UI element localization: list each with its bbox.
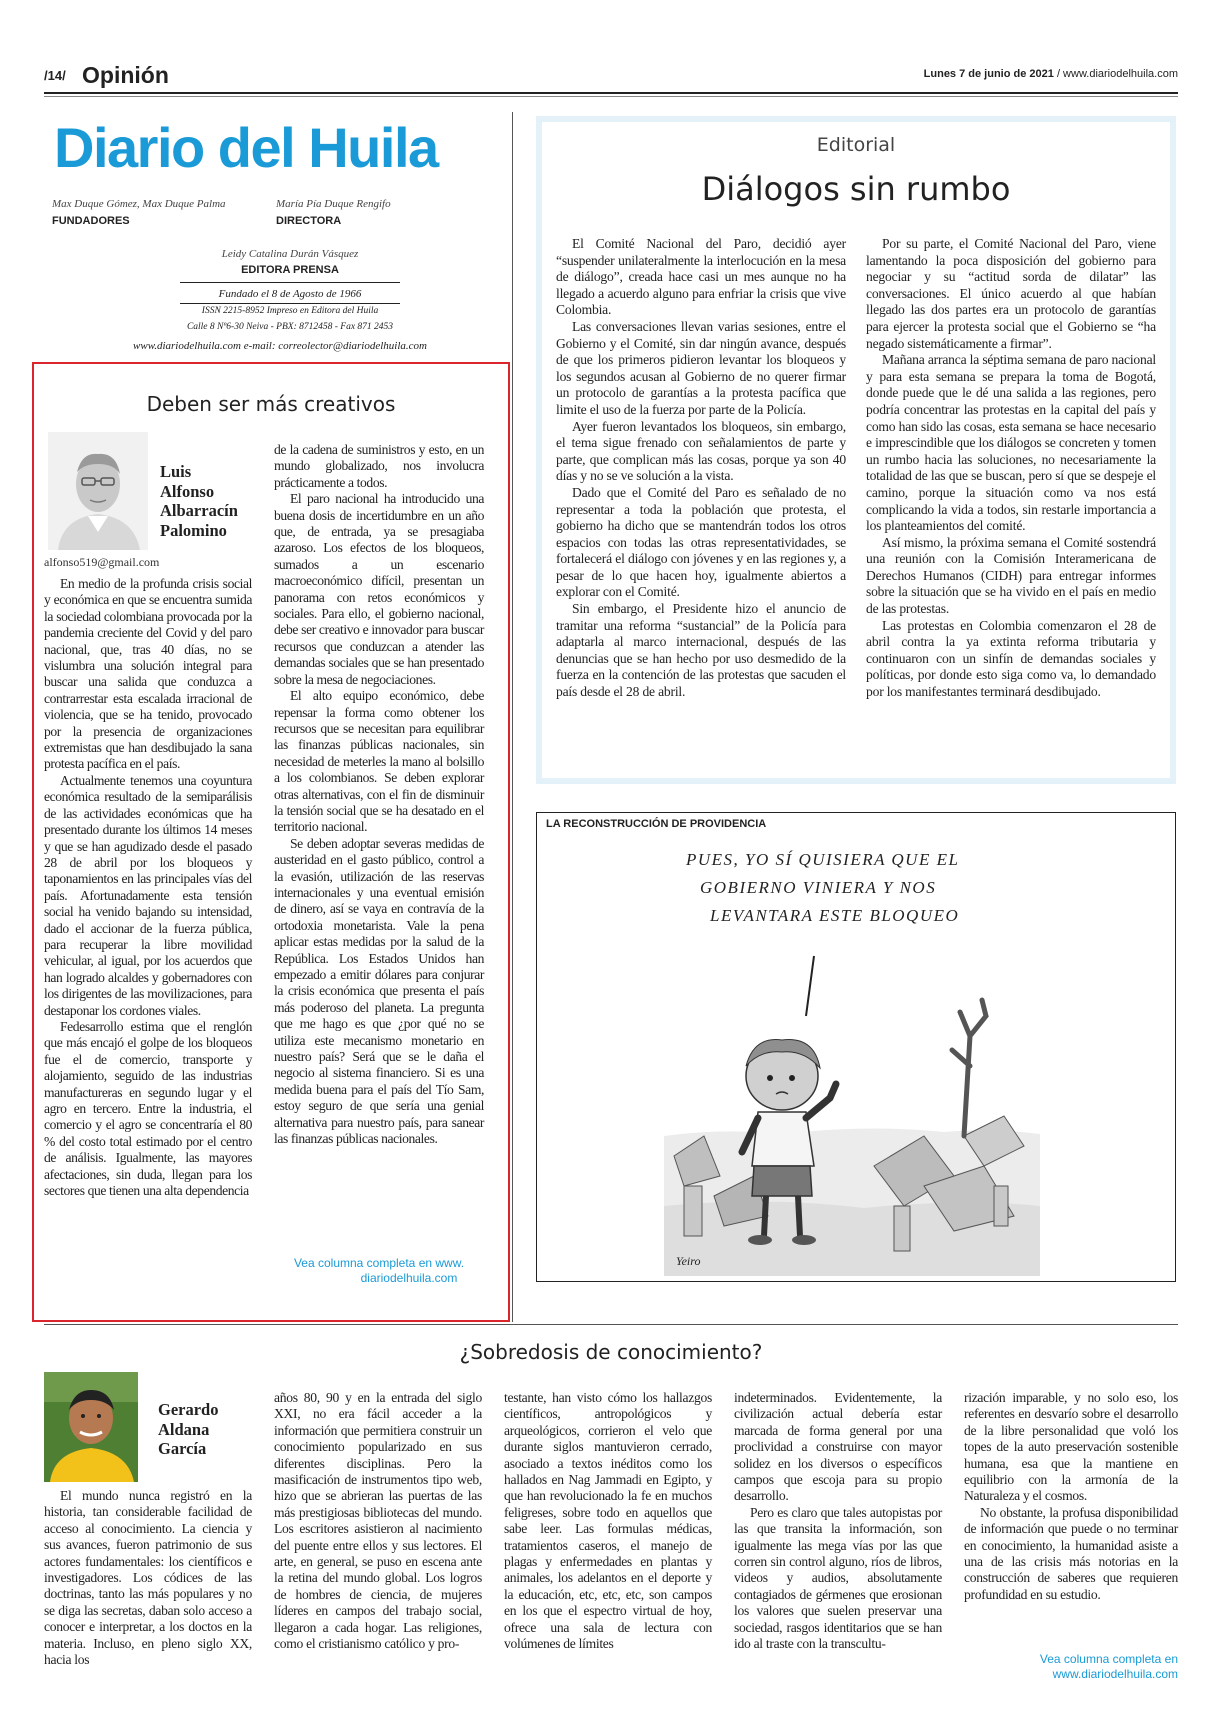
paragraph: El alto equipo económico, debe repensar la forma como obtener los recursos que se necesitan para equilibrar las finanzas públicas nacionales, sin necesidad de meterles la mano al bolsillo a los colombianos. Se deben explorar otras alternativas, con el fin de disminuir la tensión social que se ha desatado en el territorio nacional.: [274, 688, 484, 835]
column2-text-2: [274, 1390, 482, 1653]
paragraph: Sin embargo, el Presidente hizo el anuncio de tramitar una reforma “sustancial” de la Policía para adaptarla al marco internacional, después de las denuncias que se han hecho por uso desmedido de la fuerza en la contención de las protestas que sacuden el país desde el 28 de abril.: [556, 601, 846, 700]
paragraph: Las protestas en Colombia comenzaron el 28 de abril contra la ya extinta reforma tributaria y continuaron con un sinfín de demandas sociales y políticas, por donde esto siga como va, lo demandado por los manifestantes terminará desdibujado.: [866, 617, 1156, 700]
paragraph: En medio de la profunda crisis social y económica en que se encuentra sumida la sociedad colombiana provocada por la pandemia creciente del Covid y del paro nacional, que, tras 40 días, no se vislumbra una solución integral para buscar una salida que conduzca a contrarrestar esta escalada irracional de violencia, que se ha tenido, provocado por la presencia de organizaciones extremistas que han desdibujado la sana protesta pacífica en el país.: [44, 576, 252, 772]
page-number: /14/: [44, 68, 66, 83]
paragraph: Mañana arranca la séptima semana de paro nacional y para esta semana se prepara la toma de Bogotá, donde puede que le dé una salida a las regiones, pero podría concentrar las protestas en la capital del país y como han sido las cosas, esta semana se hace necesario e imprescindible que los diálogos se concreten y tomen un rumbo hacia las soluciones, no necesariamente la totalidad de las que se buscan, pero sí que se despeje el camino, porque la situación como va nos está complicando la vida a todos, sin restarle importancia a los planteamientos del comité.: [866, 352, 1156, 534]
paragraph: Así mismo, la próxima semana el Comité sostendrá una reunión con la Comisión Interamericana de Derechos Humanos (CIDH) para entregar informes sobre la situación que se ha vivido en el país en medio de las protestas.: [866, 534, 1156, 617]
author-name-line: Gerardo: [158, 1400, 219, 1419]
paragraph: Dado que el Comité del Paro es señalado de no representar a toda la población que protesta, el gobierno ha dicho que se mantendrán todos los otros espacios con todas las otras representatividades, se fortalecerá el diálogo con jóvenes y en las regiones y, a pesar de lo que hacen hoy, igualmente abiertos a explorar con el Comité.: [556, 484, 846, 600]
paragraph: Pero es claro que tales autopistas por las que transita la información, son igualmente las mega vías por las que corren sin control alguno, ríos de libros, videos y audios, absolutamente contagiados de gérmenes que erosionan los valores que suelen preservar una sociedad, rasgos identitarios que se han ido al traste con la transcultu-: [734, 1504, 942, 1652]
paragraph: años 80, 90 y en la entrada del siglo XXI, no era fácil acceder a la información que permitiera construir un conocimiento popularizado en sus diferentes disciplinas. Pero la masificación de instrumentos tipo web, hizo que se abrieran las puertas de las más prestigiosas bibliotecas del mundo. Los escritores asistieron al nacimiento del puente entre ellos y sus lectores. El arte, en general, se puso en escena ante la retina del mundo global. Los logros de hombres de ciencia, de mujeres líderes en campos del trabajo social, llegaron a cada hogar. Las religiones, como el cristianismo católico y pro-: [274, 1390, 482, 1652]
author-email: alfonso519@gmail.com: [44, 555, 160, 569]
paragraph: indeterminados. Evidentemente, la civilización actual debería estar marcada de forma general por una proclividad a construirse con mayor solidez en los diversos o específicos campos que escoja para su propio desarrollo.: [734, 1390, 942, 1504]
author-name-line: García: [158, 1439, 207, 1458]
column1-read-more-link[interactable]: [274, 1256, 484, 1286]
paragraph: Fedesarrollo estima que el renglón que más encajó el golpe de los bloqueos fue el de comercio, transporte y alojamiento, seguido de las industrias manufactureras en segundo lugar y el agro en tercero. Entre la industria, el comercio y el agro se concentraría el 80 % del costo total estimado por el centro de análisis. Igualmente, las mayores afectaciones, sin duda, llegan para los sectores que tienen una alta dependencia: [44, 1018, 252, 1199]
paragraph: Se deben adoptar severas medidas de austeridad en el gasto público, control a la evasión, utilización de las reservas internacionales y una eventual emisión de dinero, así se vaya en contravía de la ortodoxia monetarista. Vale la pena aplicar estas medidas por la salud de la República. Los Estados Unidos han empezado a emitir dólares para conjurar la crisis económica que presenta el país más poderoso del planeta. La pregunta que me hago es que ¿por qué no se utiliza este mecanismo monetario en nuestro país? Será que se le daña el negocio al sistema financiero. Si es una medida buena para el país del Tío Sam, estoy seguro de que sería una genial alternativa para nuestro país, para sanear las finanzas públicas nacionales.: [274, 835, 484, 1147]
editor-label: EDITORA PRENSA: [241, 264, 339, 276]
logo: Diario del Huila: [54, 116, 438, 179]
link-line: Vea columna completa en: [1039, 1652, 1178, 1666]
director-name: María Pía Duque Rengifo: [276, 198, 391, 210]
paragraph: El mundo nunca registró en la historia, tan considerable facilidad de acceso al conocimiento. La ciencia y sus avances, fueron patrimonio de sus actores fundamentales: los científicos e investigadores. Los códices de las doctrinas, tanto las más populares y no se diga las secretas, daban solo acceso a conocer e interpretar, a los doctos en la materia. Incluso, en pleno siglo XX, hacia los: [44, 1488, 252, 1668]
paragraph: El paro nacional ha introducido una buena dosis de incertidumbre en un año que, de entrada, ya se presagiaba azaroso. Los efectos de los bloqueos, sumados a un escenario macroeconómico difícil, presentan un panorama con retos económicos y sociales. Para ello, el gobierno nacional, debe ser creativo e innovador para buscar recursos que conduzcan a atender las demandas sociales que se han presentado sobre la mesa de negociaciones.: [274, 491, 484, 687]
editorial-kicker: Editorial: [816, 134, 896, 156]
author-name-line: Aldana: [158, 1419, 210, 1439]
column-divider: [512, 112, 513, 1322]
web-email-line: www.diariodelhuila.com e-mail: correolector@diariodelhuila.com: [133, 340, 427, 352]
founders-label: FUNDADORES: [52, 215, 130, 227]
header-site: / www.diariodelhuila.com: [1056, 68, 1178, 80]
paragraph: Actualmente tenemos una coyuntura económica resultado de la semiparálisis de las actividades económicas que ha presentado durante los últimos 14 meses y que se han agudizado desde el pasado 28 de abril por los bloqueos y taponamientos en las principales vías del país. Afortunadamente esta tensión social ha venido bajando su intensidad, dado el accionar de la fuerza pública, para recuperar la libre movilidad vehicular, al igual, por los acuerdos que han logrado alcaldes y gobernadores con los dirigentes de las movilizaciones, para destaponar los cordones viales.: [44, 772, 252, 1018]
author-name-line: Alfonso: [160, 481, 215, 501]
author-name-luis: [160, 462, 238, 540]
link-line: www.diariodelhuila.com: [1052, 1667, 1178, 1681]
author-name-gerardo: [158, 1400, 218, 1459]
header-rule-thin: [44, 96, 1178, 97]
paragraph: El Comité Nacional del Paro, decidió ayer “suspender unilateralmente la interlocución en la mesa de diálogo”, creada hace casi un mes aunque no ha llegado a acuerdo alguno para enfriar la crisis que vive Colombia.: [556, 236, 846, 318]
column1-text-right: [274, 442, 484, 1147]
header-rule: [44, 92, 1178, 94]
column2-title: ¿Sobredosis de conocimiento?: [459, 1340, 763, 1364]
editor-name: Leidy Catalina Durán Vásquez: [221, 248, 359, 260]
column2-text-1: [44, 1488, 252, 1668]
cartoon-signature: Yeiro: [676, 1254, 701, 1268]
paragraph: Por su parte, el Comité Nacional del Paro, viene lamentando la poca disposición del gobierno para negociar y su “actitud sorda de dilatar” las conversaciones. El único acuerdo al que habían llegado las dos partes era un protocolo de garantías para ejercer la protesta social que el Gobierno se “ha negado sistemáticamente a firmar”.: [866, 236, 1156, 351]
header-date: Lunes 7 de junio de 2021: [923, 68, 1054, 80]
speech-line: GOBIERNO VINIERA Y NOS: [700, 878, 937, 897]
masthead-rule-2: [180, 303, 400, 304]
paragraph: Ayer fueron levantados los bloqueos, sin embargo, el tema sigue frenado con señalamientos de parte y parte, que complican más las cosas, porque ya son 40 días y no se ve solución a la vista.: [556, 418, 846, 484]
issn-line: ISSN 2215-8952 Impreso en Editora del Huila: [201, 306, 379, 316]
founders-names: Max Duque Gómez, Max Duque Palma: [52, 198, 226, 210]
link-line: diariodelhuila.com: [360, 1271, 458, 1285]
editorial-text-right: [866, 236, 1156, 701]
paragraph: testante, han visto cómo los hallazgos científicos, antropológicos y arqueológicos, corrieron el velo que durante siglos mantuvieron cerrado, asociado a textos inéditos como los hallados en Nag Jammadi en Egipto, y que han revolucionado la fe en muchos feligreses, sobre todo en aquellos que sabe leer. Las formulas médicas, tratamientos caseros, el manejo de plagas y enfermedades en plantas y animales, los adelantos en el deporte y la educación, etc, etc, etc, son campos en los que el espectro virtual de hoy, ofrece una sala de lectura con volúmenes de límites: [504, 1390, 712, 1652]
author-photo-gerardo: [44, 1372, 138, 1482]
director-label: DIRECTORA: [276, 215, 342, 227]
address-line: Calle 8 Nº6-30 Neiva - PBX: 8712458 - Fax 871 2453: [186, 322, 394, 332]
author-name-line: Luis: [160, 462, 192, 481]
column1-title: Deben ser más creativos: [146, 392, 396, 416]
author-name-line: Palomino: [160, 520, 227, 540]
header-date-site: [760, 68, 1178, 80]
masthead-rule: [180, 282, 400, 283]
column2-text-3: [504, 1390, 712, 1653]
speech-line: PUES, YO SÍ QUISIERA QUE EL: [686, 850, 960, 869]
paragraph: de la cadena de suministros y esto, en un mundo globalizado, nos involucra prácticamente a todos.: [274, 442, 484, 490]
cartoon-speech: [686, 846, 1026, 930]
author-name-line: Albarracín: [160, 501, 238, 520]
bottom-rule: [44, 1324, 1178, 1325]
section-title: Opinión: [82, 62, 169, 88]
speech-line: LEVANTARA ESTE BLOQUEO: [710, 906, 960, 925]
author-photo-luis: [48, 432, 148, 550]
editorial-text-left: [556, 236, 846, 701]
column1-text-left: [44, 576, 252, 1199]
column2-text-5: [964, 1390, 1178, 1603]
link-line: Vea columna completa en www.: [293, 1256, 465, 1270]
paragraph: Las conversaciones llevan varias sesiones, entre el Gobierno y el Comité, sin dar ningún avance, después de que los primeros pidieron levantar los bloqueos y los segundos acusan al Gobierno de no querer firmar un protocolo de garantías a la protesta pacífica que limite el uso de la fuerza por parte de la Policía.: [556, 318, 846, 417]
paragraph: No obstante, la profusa disponibilidad de información que puede o no terminar en conocimiento, la humanidad asiste a una de las crisis más notorias en la construcción de saberes que requieren profundidad en su estudio.: [964, 1504, 1178, 1602]
column2-read-more-link[interactable]: [964, 1652, 1178, 1682]
editorial-title: Diálogos sin rumbo: [701, 170, 1011, 208]
paragraph: rización imparable, y no solo eso, los referentes en desvarío sobre el desarrollo de la libre personalidad que voló los topes de la auto preservación sostenible humana, esa que la mantiene en equilibrio con la armonía de la Naturaleza y el cosmos.: [964, 1390, 1178, 1504]
column2-text-4: [734, 1390, 942, 1653]
cartoon-title: LA RECONSTRUCCIÓN DE PROVIDENCIA: [546, 818, 767, 830]
founded-date: Fundado el 8 de Agosto de 1966: [218, 288, 362, 300]
